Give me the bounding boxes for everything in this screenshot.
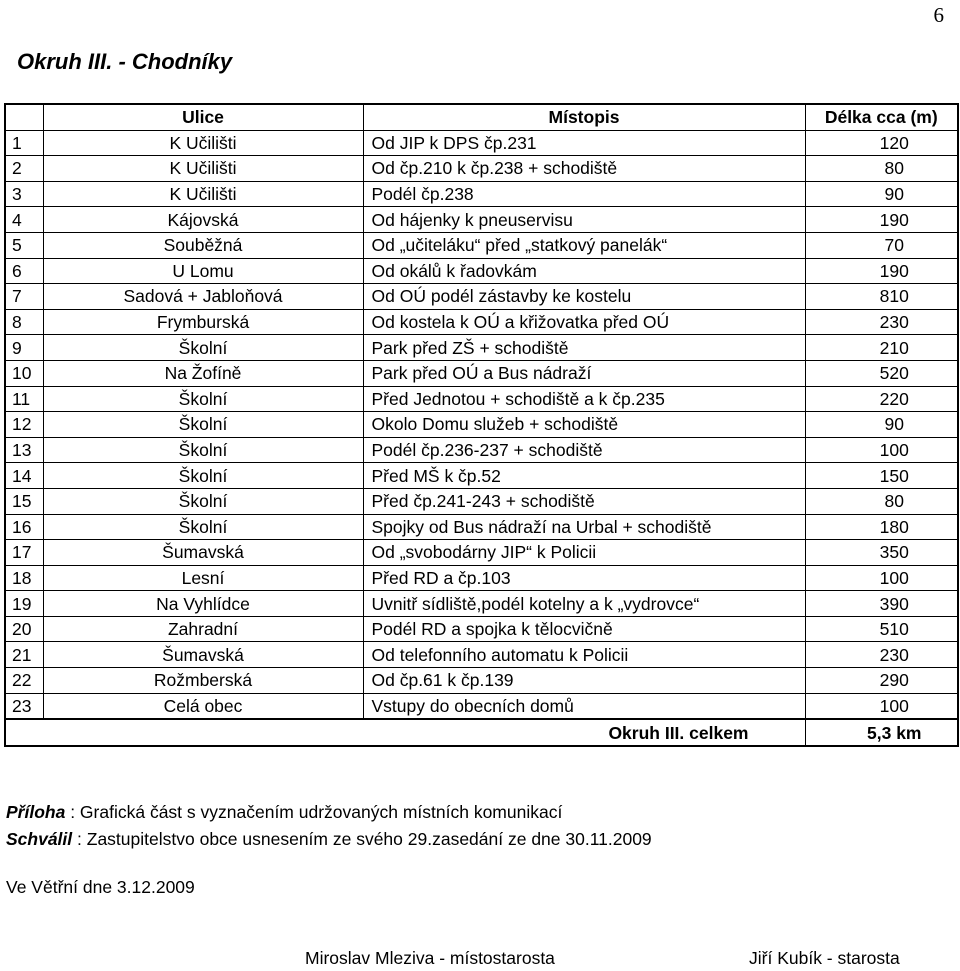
row-place: Od okálů k řadovkám [363,258,805,284]
table-row [5,668,958,694]
row-street: Na Žofíně [43,360,363,386]
header-num [5,104,43,130]
row-num: 2 [5,156,43,182]
approved-key: Schválil [6,829,73,849]
row-place: Od „učiteláku“ před „statkový panelák“ [363,232,805,258]
row-num: 9 [5,335,43,361]
row-street: Zahradní [43,616,363,642]
row-num: 5 [5,232,43,258]
row-num: 22 [5,668,43,694]
row-street: Školní [43,412,363,438]
row-length: 100 [805,693,958,719]
row-place: Před RD a čp.103 [363,565,805,591]
row-num: 13 [5,437,43,463]
row-street: Školní [43,514,363,540]
row-street: Na Vyhlídce [43,591,363,617]
row-street: Školní [43,335,363,361]
table-header-row [5,104,958,130]
row-place: Vstupy do obecních domů [363,693,805,719]
sidewalk-table [4,103,959,747]
row-place: Okolo Domu služeb + schodiště [363,412,805,438]
attachment-text: : Grafická část s vyznačením udržovaných místních komunikací [70,802,563,822]
row-num: 19 [5,591,43,617]
table-row [5,642,958,668]
row-num: 8 [5,309,43,335]
attachment-line [6,802,562,823]
row-num: 11 [5,386,43,412]
row-num: 16 [5,514,43,540]
row-street: K Učilišti [43,156,363,182]
table-row [5,412,958,438]
row-street: Školní [43,488,363,514]
total-empty-2 [43,719,363,746]
row-place: Od kostela k OÚ a křižovatka před OÚ [363,309,805,335]
row-place: Spojky od Bus nádraží na Urbal + schodiště [363,514,805,540]
table-row [5,156,958,182]
row-place: Park před ZŠ + schodiště [363,335,805,361]
page-title: Okruh III. - Chodníky [17,49,233,74]
table-row [5,591,958,617]
table-row [5,360,958,386]
row-length: 70 [805,232,958,258]
row-place: Podél čp.236-237 + schodiště [363,437,805,463]
row-place: Od telefonního automatu k Policii [363,642,805,668]
table-row [5,207,958,233]
table-row [5,514,958,540]
row-street: Sadová + Jabloňová [43,284,363,310]
row-place: Od hájenky k pneuservisu [363,207,805,233]
row-street: Šumavská [43,642,363,668]
signature-mayor: Jiří Kubík - starosta [749,948,900,968]
row-length: 180 [805,514,958,540]
row-length: 190 [805,258,958,284]
total-empty [5,719,43,746]
row-num: 21 [5,642,43,668]
table-row [5,284,958,310]
row-num: 17 [5,540,43,566]
row-street: Školní [43,437,363,463]
row-street: Celá obec [43,693,363,719]
row-street: Souběžná [43,232,363,258]
row-place: Od čp.61 k čp.139 [363,668,805,694]
row-street: Lesní [43,565,363,591]
table-row [5,130,958,156]
row-length: 120 [805,130,958,156]
row-length: 80 [805,488,958,514]
total-value: 5,3 km [805,719,958,746]
row-num: 10 [5,360,43,386]
row-length: 520 [805,360,958,386]
table-row [5,463,958,489]
row-num: 15 [5,488,43,514]
row-length: 190 [805,207,958,233]
row-num: 3 [5,181,43,207]
approved-line [6,829,652,850]
row-length: 100 [805,437,958,463]
row-num: 18 [5,565,43,591]
row-num: 23 [5,693,43,719]
page-number: 6 [933,3,944,27]
row-length: 510 [805,616,958,642]
row-num: 20 [5,616,43,642]
table-row [5,335,958,361]
table-row [5,386,958,412]
row-length: 810 [805,284,958,310]
row-length: 210 [805,335,958,361]
table-row [5,693,958,719]
row-length: 230 [805,309,958,335]
row-street: Školní [43,386,363,412]
row-place: Od JIP k DPS čp.231 [363,130,805,156]
row-length: 230 [805,642,958,668]
table-row [5,232,958,258]
row-length: 350 [805,540,958,566]
row-street: Kájovská [43,207,363,233]
row-num: 12 [5,412,43,438]
row-length: 90 [805,181,958,207]
header-length: Délka cca (m) [805,104,958,130]
approved-text: : Zastupitelstvo obce usnesením ze svého 29.zasedání ze dne 30.11.2009 [77,829,652,849]
attachment-key: Příloha [6,802,66,822]
row-place: Před MŠ k čp.52 [363,463,805,489]
row-length: 100 [805,565,958,591]
table-row [5,181,958,207]
signature-deputy-mayor: Miroslav Mleziva - místostarosta [305,948,555,968]
header-street: Ulice [43,104,363,130]
table-row [5,258,958,284]
row-street: Školní [43,463,363,489]
table-row [5,309,958,335]
row-place: Park před OÚ a Bus nádraží [363,360,805,386]
row-place: Od OÚ podél zástavby ke kostelu [363,284,805,310]
row-num: 6 [5,258,43,284]
row-street: Šumavská [43,540,363,566]
row-place: Před čp.241-243 + schodiště [363,488,805,514]
row-street: K Učilišti [43,130,363,156]
table-row [5,616,958,642]
total-row [5,719,958,746]
row-place: Uvnitř sídliště,podél kotelny a k „vydrovce“ [363,591,805,617]
row-place: Podél RD a spojka k tělocvičně [363,616,805,642]
row-num: 4 [5,207,43,233]
row-street: Frymburská [43,309,363,335]
row-street: K Učilišti [43,181,363,207]
row-length: 150 [805,463,958,489]
row-num: 7 [5,284,43,310]
row-length: 80 [805,156,958,182]
row-place: Podél čp.238 [363,181,805,207]
table-row [5,540,958,566]
table-row [5,437,958,463]
row-street: Rožmberská [43,668,363,694]
row-num: 14 [5,463,43,489]
row-num: 1 [5,130,43,156]
row-length: 390 [805,591,958,617]
row-place: Před Jednotou + schodiště a k čp.235 [363,386,805,412]
row-place: Od „svobodárny JIP“ k Policii [363,540,805,566]
header-place: Místopis [363,104,805,130]
row-length: 290 [805,668,958,694]
table-row [5,488,958,514]
place-date: Ve Větřní dne 3.12.2009 [6,877,195,897]
row-length: 90 [805,412,958,438]
row-length: 220 [805,386,958,412]
row-street: U Lomu [43,258,363,284]
table-row [5,565,958,591]
row-place: Od čp.210 k čp.238 + schodiště [363,156,805,182]
total-label: Okruh III. celkem [363,719,805,746]
